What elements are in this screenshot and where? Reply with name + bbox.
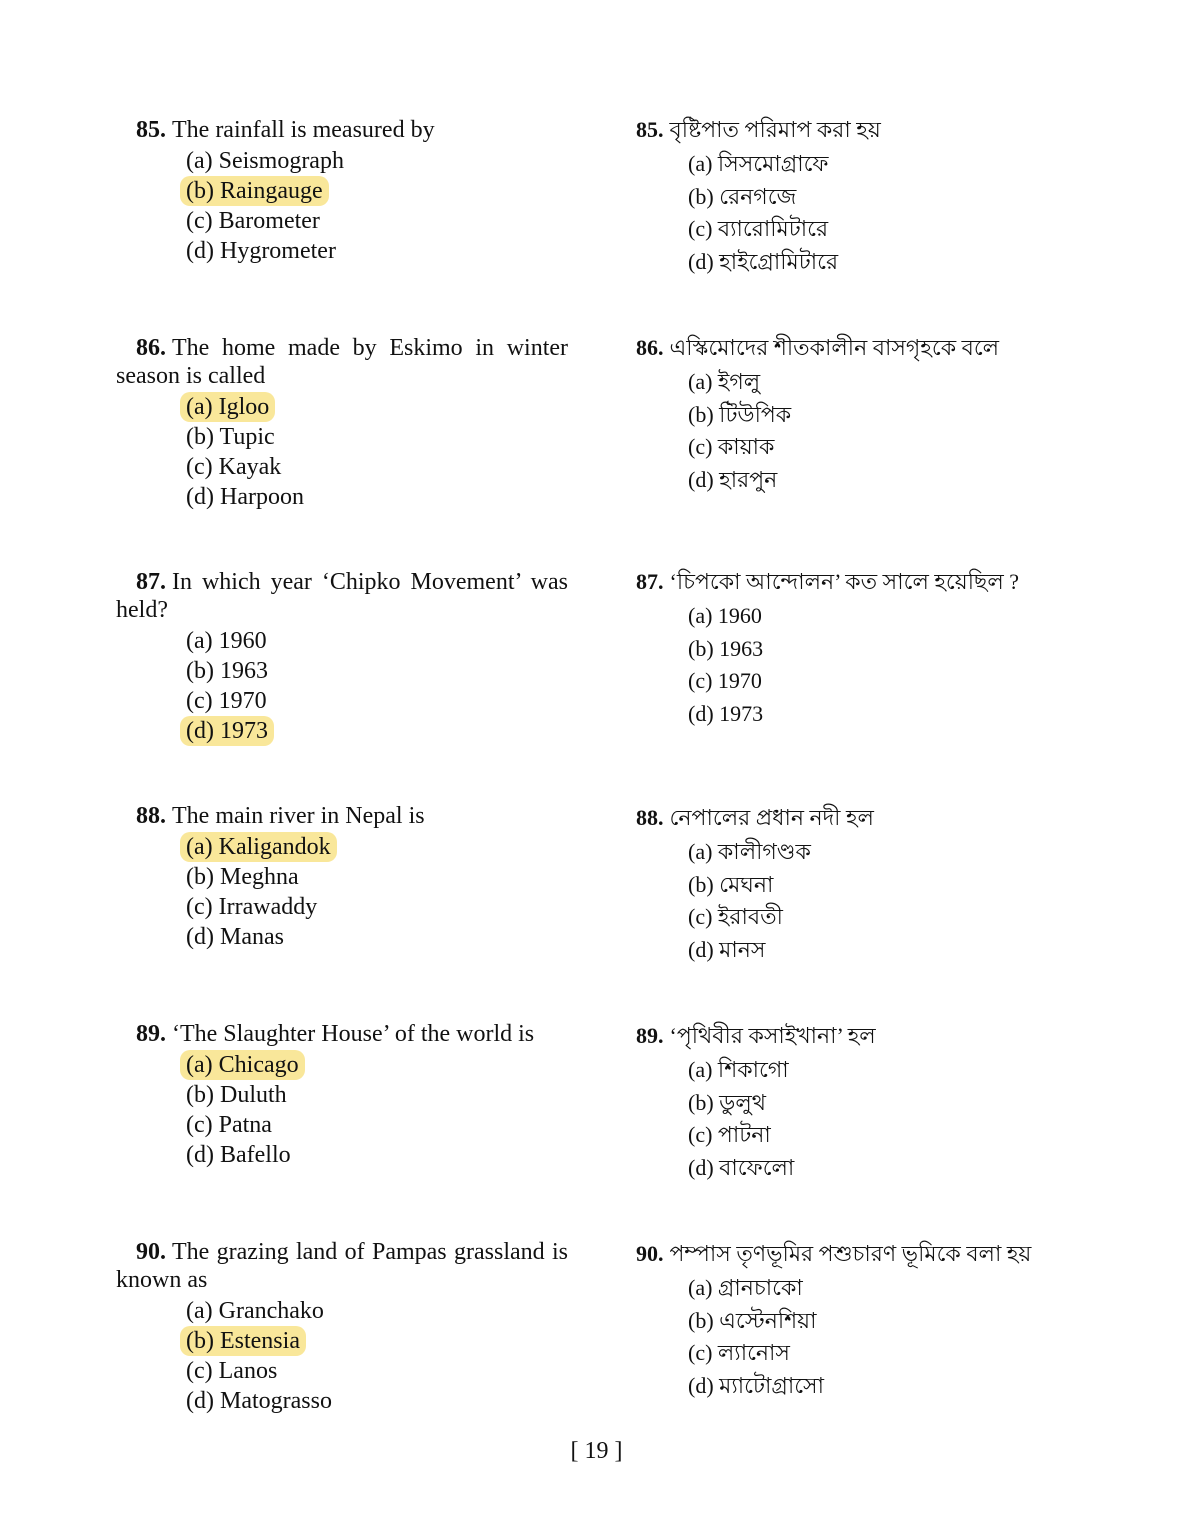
option-text: (c) ব্যারোমিটারে — [688, 216, 829, 241]
options-list — [688, 148, 1136, 278]
question-text: The rainfall is measured by — [172, 117, 435, 143]
option-item — [186, 1356, 568, 1386]
question-stem — [116, 1020, 568, 1048]
question-number: 88. — [636, 805, 664, 830]
option-text: (b) টিউপিক — [688, 401, 792, 427]
question-number: 88. — [136, 803, 166, 829]
option-item — [688, 1054, 1136, 1087]
option-text: (b) 1963 — [688, 635, 764, 661]
question-text: নেপালের প্রধান নদী হল — [669, 805, 874, 830]
option-item — [186, 716, 568, 746]
question-stem — [116, 334, 568, 390]
option-item — [186, 862, 568, 892]
options-list — [688, 836, 1136, 966]
option-text: (a) 1960 — [688, 603, 762, 628]
option-item — [688, 1087, 1136, 1120]
question-number: 87. — [136, 569, 166, 595]
option-text: (d) বাফেলো — [688, 1154, 795, 1180]
option-item — [688, 1305, 1136, 1338]
option-text: (d) Matograsso — [186, 1388, 332, 1414]
question-stem — [636, 804, 1136, 832]
option-item — [186, 1140, 568, 1170]
option-item — [688, 901, 1136, 934]
option-item — [186, 1296, 568, 1326]
question-block — [636, 116, 1136, 278]
question-block — [636, 804, 1136, 966]
option-item — [688, 665, 1136, 698]
question-text: ‘The Slaughter House’ of the world is — [172, 1021, 535, 1047]
option-item — [186, 146, 568, 176]
option-item — [186, 922, 568, 952]
question-text: এস্কিমোদের শীতকালীন বাসগৃহকে বলে — [669, 335, 1000, 360]
page-number: [ 19 ] — [570, 1438, 623, 1464]
question-text: বৃষ্টিপাত পরিমাপ করা হয় — [669, 117, 881, 142]
option-text: (d) মানস — [688, 936, 766, 962]
option-item — [186, 1080, 568, 1110]
question-block — [116, 568, 568, 746]
question-block — [636, 568, 1136, 730]
question-text: The main river in Nepal is — [172, 803, 425, 829]
option-item — [688, 246, 1136, 279]
question-number: 86. — [136, 335, 166, 361]
options-list — [186, 392, 568, 512]
question-number: 90. — [636, 1241, 664, 1266]
question-block — [116, 334, 568, 512]
options-list — [688, 1272, 1136, 1402]
answer-highlight: (d) 1973 — [180, 716, 274, 746]
option-text: (c) 1970 — [186, 688, 267, 714]
option-item — [688, 698, 1136, 731]
options-list — [186, 1296, 568, 1416]
option-item — [186, 892, 568, 922]
option-text: (c) ল্যানোস — [688, 1340, 790, 1365]
answer-highlight: (b) Raingauge — [180, 176, 329, 206]
options-list — [186, 832, 568, 952]
option-item — [688, 399, 1136, 432]
option-item — [688, 464, 1136, 497]
option-text: (c) ইরাবতী — [688, 904, 783, 929]
question-text: পম্পাস তৃণভূমির পশুচারণ ভূমিকে বলা হয় — [669, 1241, 1032, 1266]
question-block — [636, 334, 1136, 496]
option-text: (a) সিসমোগ্রাফে — [688, 151, 829, 176]
option-item — [688, 213, 1136, 246]
question-stem — [116, 116, 568, 144]
question-stem — [636, 116, 1136, 144]
option-item — [186, 236, 568, 266]
option-item — [688, 1119, 1136, 1152]
question-block — [636, 1240, 1136, 1402]
answer-highlight: (b) Estensia — [180, 1326, 306, 1356]
options-list — [688, 366, 1136, 496]
option-text: (b) ডুলুথ — [688, 1089, 766, 1115]
question-block — [636, 1022, 1136, 1184]
option-text: (d) 1973 — [688, 700, 764, 726]
option-text: (b) Meghna — [186, 864, 299, 890]
option-item — [186, 1386, 568, 1416]
option-text: (a) 1960 — [186, 628, 267, 654]
option-item — [688, 366, 1136, 399]
option-item — [688, 148, 1136, 181]
option-item — [186, 686, 568, 716]
question-block — [116, 116, 568, 266]
question-text: The home made by Eskimo in winter season is called — [116, 335, 568, 389]
question-number: 85. — [136, 117, 166, 143]
option-text: (d) হারপুন — [688, 466, 778, 492]
option-item — [688, 836, 1136, 869]
option-text: (b) রেনগজে — [688, 183, 797, 209]
option-text: (c) Barometer — [186, 208, 320, 234]
question-number: 89. — [636, 1023, 664, 1048]
option-text: (c) Irrawaddy — [186, 894, 318, 920]
question-stem — [636, 1240, 1136, 1268]
option-item — [688, 934, 1136, 967]
answer-highlight: (a) Chicago — [180, 1050, 305, 1080]
option-text: (d) Hygrometer — [186, 238, 336, 264]
option-item — [688, 431, 1136, 464]
option-text: (c) Lanos — [186, 1358, 278, 1384]
option-text: (b) Duluth — [186, 1082, 287, 1108]
options-list — [186, 1050, 568, 1170]
question-number: 87. — [636, 569, 664, 594]
question-number: 90. — [136, 1239, 166, 1265]
options-list — [688, 1054, 1136, 1184]
question-text: ‘চিপকো আন্দোলন’ কত সালে হয়েছিল ? — [669, 569, 1019, 594]
question-number: 86. — [636, 335, 664, 360]
option-text: (b) এস্টেনশিয়া — [688, 1307, 817, 1333]
option-item — [688, 633, 1136, 666]
option-item — [186, 482, 568, 512]
option-text: (a) কালীগণ্ডক — [688, 839, 811, 864]
question-block — [116, 802, 568, 952]
option-text: (b) মেঘনা — [688, 871, 774, 897]
option-item — [186, 656, 568, 686]
option-item — [186, 626, 568, 656]
question-text: The grazing land of Pampas grassland is known as — [116, 1239, 568, 1293]
option-text: (a) ইগলু — [688, 369, 761, 394]
option-item — [688, 1272, 1136, 1305]
question-block — [116, 1020, 568, 1170]
option-text: (c) পাটনা — [688, 1122, 771, 1147]
option-text: (d) Manas — [186, 924, 284, 950]
question-number: 89. — [136, 1021, 166, 1047]
option-item — [186, 452, 568, 482]
option-item — [688, 869, 1136, 902]
question-stem — [636, 1022, 1136, 1050]
question-stem — [636, 334, 1136, 362]
option-item — [688, 1370, 1136, 1403]
option-text: (b) Tupic — [186, 424, 275, 450]
option-item — [186, 1110, 568, 1140]
option-item — [186, 1326, 568, 1356]
answer-highlight: (a) Igloo — [180, 392, 275, 422]
question-block — [116, 1238, 568, 1416]
question-stem — [636, 568, 1136, 596]
option-text: (a) শিকাগো — [688, 1057, 789, 1082]
option-item — [186, 1050, 568, 1080]
option-item — [186, 832, 568, 862]
option-text: (d) ম্যাটোগ্রাসো — [688, 1372, 824, 1398]
option-item — [186, 392, 568, 422]
options-list — [688, 600, 1136, 730]
options-list — [186, 146, 568, 266]
option-text: (d) Bafello — [186, 1142, 291, 1168]
option-item — [186, 206, 568, 236]
option-text: (a) Granchako — [186, 1298, 324, 1324]
question-number: 85. — [636, 117, 664, 142]
question-stem — [116, 802, 568, 830]
question-text: ‘পৃথিবীর কসাইখানা’ হল — [669, 1023, 876, 1048]
option-item — [688, 1337, 1136, 1370]
option-text: (d) Harpoon — [186, 484, 304, 510]
question-stem — [116, 1238, 568, 1294]
answer-highlight: (a) Kaligandok — [180, 832, 337, 862]
option-text: (c) 1970 — [688, 668, 762, 693]
option-item — [186, 422, 568, 452]
options-list — [186, 626, 568, 746]
option-item — [688, 600, 1136, 633]
question-stem — [116, 568, 568, 624]
option-item — [186, 176, 568, 206]
option-text: (a) গ্রানচাকো — [688, 1275, 803, 1300]
option-item — [688, 181, 1136, 214]
option-item — [688, 1152, 1136, 1185]
option-text: (c) Patna — [186, 1112, 272, 1138]
option-text: (c) কায়াক — [688, 434, 775, 459]
option-text: (c) Kayak — [186, 454, 282, 480]
option-text: (d) হাইগ্রোমিটারে — [688, 248, 839, 274]
option-text: (b) 1963 — [186, 658, 268, 684]
option-text: (a) Seismograph — [186, 148, 344, 174]
question-text: In which year ‘Chipko Movement’ was held? — [116, 569, 568, 623]
